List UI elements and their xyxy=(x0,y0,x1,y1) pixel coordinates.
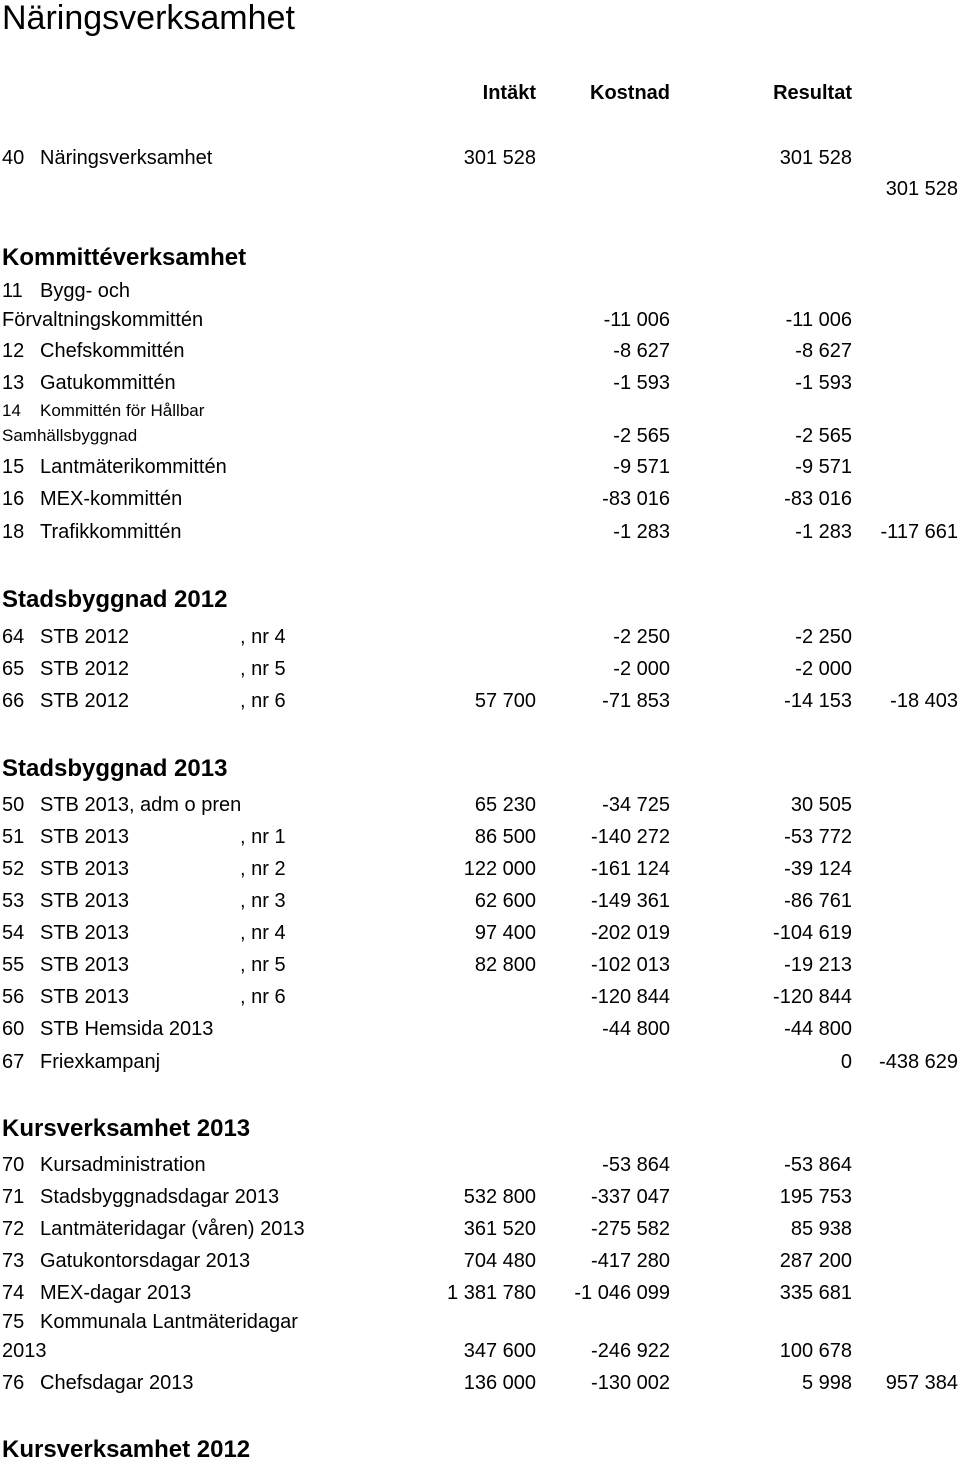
section-title-kurs2013: Kursverksamhet 2013 xyxy=(2,1115,251,1142)
row-code: 60 xyxy=(2,1018,25,1040)
row-name-continuation: Samhällsbyggnad xyxy=(2,426,138,445)
row-income: 136 000 xyxy=(463,1372,536,1394)
table-row xyxy=(0,653,960,685)
row-name: Kommittén för Hållbar xyxy=(40,401,205,420)
table-row xyxy=(0,685,960,717)
row-name: MEX-kommittén xyxy=(40,488,183,510)
section-total: 957 384 xyxy=(885,1372,958,1394)
row-code: 12 xyxy=(2,340,25,362)
row-result: 195 753 xyxy=(779,1186,852,1208)
table-row-continuation xyxy=(0,304,960,336)
page-title: Näringsverksamhet xyxy=(2,0,295,37)
column-header-income: Intäkt xyxy=(482,82,536,104)
table-row xyxy=(0,1306,960,1338)
row-result: -104 619 xyxy=(773,922,852,944)
row-result: -9 571 xyxy=(795,456,852,478)
table-row xyxy=(0,483,960,515)
row-result: -8 627 xyxy=(795,340,852,362)
row-result: -2 000 xyxy=(795,658,852,680)
section-title-kommitte: Kommittéverksamhet xyxy=(2,244,247,271)
row-name: STB 2012 xyxy=(40,690,129,712)
table-row xyxy=(0,853,960,885)
row-result: -53 772 xyxy=(784,826,852,848)
row-suffix: , nr 5 xyxy=(240,658,286,680)
row-cost: -83 016 xyxy=(602,488,670,510)
row-result: -86 761 xyxy=(784,890,852,912)
row-name: STB 2013 xyxy=(40,954,129,976)
row-result: 5 998 xyxy=(801,1372,852,1394)
table-row xyxy=(0,1181,960,1213)
row-cost: -417 280 xyxy=(591,1250,670,1272)
row-code: 74 xyxy=(2,1282,25,1304)
row-result: 0 xyxy=(840,1051,852,1073)
row-income: 704 480 xyxy=(463,1250,536,1272)
row-code: 50 xyxy=(2,794,25,816)
row-cost: -53 864 xyxy=(602,1154,670,1176)
row-code: 67 xyxy=(2,1051,25,1073)
row-code: 16 xyxy=(2,488,25,510)
row-cost: -2 000 xyxy=(613,658,670,680)
row-income: 62 600 xyxy=(474,890,536,912)
row-suffix: , nr 4 xyxy=(240,922,286,944)
row-code: 40 xyxy=(2,147,25,169)
row-code: 65 xyxy=(2,658,25,680)
row-code: 14 xyxy=(2,401,21,420)
column-header-cost: Kostnad xyxy=(590,82,670,104)
row-result: -1 593 xyxy=(795,372,852,394)
row-suffix: , nr 3 xyxy=(240,890,286,912)
row-suffix: , nr 4 xyxy=(240,626,286,648)
row-result: -1 283 xyxy=(795,521,852,543)
row-income: 361 520 xyxy=(463,1218,536,1240)
section-total: -438 629 xyxy=(879,1051,958,1073)
row-code: 64 xyxy=(2,626,25,648)
row-code: 54 xyxy=(2,922,25,944)
row-code: 66 xyxy=(2,690,25,712)
row-name-continuation: 2013 xyxy=(2,1340,47,1362)
table-row xyxy=(0,1149,960,1181)
row-code: 11 xyxy=(2,280,23,302)
row-result: -120 844 xyxy=(773,986,852,1008)
table-row xyxy=(0,621,960,653)
row-code: 55 xyxy=(2,954,25,976)
row-result: 301 528 xyxy=(779,147,852,169)
section-total: -117 661 xyxy=(880,521,958,543)
row-name: Kursadministration xyxy=(40,1154,206,1176)
table-row xyxy=(0,789,960,821)
row-name: STB 2013 xyxy=(40,826,129,848)
row-suffix: , nr 2 xyxy=(240,858,286,880)
row-name: Kommunala Lantmäteridagar xyxy=(40,1311,298,1333)
row-code: 72 xyxy=(2,1218,25,1240)
row-cost: -2 250 xyxy=(613,626,670,648)
row-result: -2 565 xyxy=(795,425,852,447)
table-row xyxy=(0,821,960,853)
row-code: 71 xyxy=(2,1186,25,1208)
row-result: -19 213 xyxy=(784,954,852,976)
section-total: -18 403 xyxy=(890,690,958,712)
section-total: 301 528 xyxy=(885,178,958,200)
table-row xyxy=(0,917,960,949)
row-name: STB 2012 xyxy=(40,626,129,648)
row-cost: -9 571 xyxy=(613,456,670,478)
row-code: 76 xyxy=(2,1372,25,1394)
row-income: 347 600 xyxy=(463,1340,536,1362)
row-result: 335 681 xyxy=(779,1282,852,1304)
row-result: 287 200 xyxy=(779,1250,852,1272)
row-code: 73 xyxy=(2,1250,25,1272)
row-name: STB 2013, adm o pren xyxy=(40,794,242,816)
row-cost: -8 627 xyxy=(613,340,670,362)
row-name: Bygg- och xyxy=(40,280,131,302)
row-result: -11 006 xyxy=(785,309,852,331)
row-income: 86 500 xyxy=(474,826,536,848)
row-result: -14 153 xyxy=(784,690,852,712)
row-code: 75 xyxy=(2,1311,25,1333)
section-total-row xyxy=(0,173,960,205)
row-result: -2 250 xyxy=(795,626,852,648)
row-code: 51 xyxy=(2,826,25,848)
table-row xyxy=(0,1277,960,1309)
section-title-stb2012: Stadsbyggnad 2012 xyxy=(2,586,228,613)
table-row xyxy=(0,516,960,548)
row-income: 532 800 xyxy=(463,1186,536,1208)
row-cost: -102 013 xyxy=(591,954,670,976)
row-cost: -120 844 xyxy=(591,986,670,1008)
row-cost: -130 002 xyxy=(591,1372,670,1394)
table-row xyxy=(0,275,960,307)
table-row xyxy=(0,451,960,483)
row-cost: -11 006 xyxy=(603,309,670,331)
row-name: Chefsdagar 2013 xyxy=(40,1372,194,1394)
row-name-continuation: Förvaltningskommittén xyxy=(2,309,204,331)
row-code: 53 xyxy=(2,890,25,912)
table-row xyxy=(0,949,960,981)
row-name: STB 2013 xyxy=(40,922,129,944)
row-cost: -1 046 099 xyxy=(574,1282,670,1304)
row-name: Lantmäterikommittén xyxy=(40,456,227,478)
row-suffix: , nr 1 xyxy=(240,826,286,848)
row-code: 18 xyxy=(2,521,25,543)
row-result: -83 016 xyxy=(784,488,852,510)
row-name: Näringsverksamhet xyxy=(40,147,213,169)
row-name: Trafikkommittén xyxy=(40,521,182,543)
row-cost: -71 853 xyxy=(602,690,670,712)
row-cost: -161 124 xyxy=(591,858,670,880)
table-row xyxy=(0,1013,960,1045)
row-income: 122 000 xyxy=(463,858,536,880)
table-row xyxy=(0,1245,960,1277)
row-name: STB Hemsida 2013 xyxy=(40,1018,214,1040)
row-income: 82 800 xyxy=(474,954,536,976)
row-cost: -34 725 xyxy=(602,794,670,816)
row-name: MEX-dagar 2013 xyxy=(40,1282,192,1304)
row-name: Friexkampanj xyxy=(40,1051,161,1073)
row-suffix: , nr 6 xyxy=(240,690,286,712)
row-cost: -1 283 xyxy=(613,521,670,543)
row-cost: -337 047 xyxy=(591,1186,670,1208)
column-header-result: Resultat xyxy=(773,82,852,104)
row-name: Chefskommittén xyxy=(40,340,185,362)
row-suffix: , nr 6 xyxy=(240,986,286,1008)
row-income: 1 381 780 xyxy=(447,1282,536,1304)
row-code: 52 xyxy=(2,858,25,880)
row-cost: -149 361 xyxy=(591,890,670,912)
table-row-continuation xyxy=(0,420,960,452)
section-title-stb2013: Stadsbyggnad 2013 xyxy=(2,755,228,782)
row-name: Lantmäteridagar (våren) 2013 xyxy=(40,1218,305,1240)
row-income: 301 528 xyxy=(463,147,536,169)
row-name: STB 2013 xyxy=(40,858,129,880)
row-result: -53 864 xyxy=(784,1154,852,1176)
row-income: 57 700 xyxy=(474,690,536,712)
row-cost: -140 272 xyxy=(591,826,670,848)
row-cost: -246 922 xyxy=(591,1340,670,1362)
row-income: 97 400 xyxy=(474,922,536,944)
row-code: 13 xyxy=(2,372,25,394)
row-code: 15 xyxy=(2,456,25,478)
table-row xyxy=(0,335,960,367)
row-name: STB 2013 xyxy=(40,890,129,912)
table-row-continuation xyxy=(0,1335,960,1367)
row-code: 70 xyxy=(2,1154,25,1176)
table-row xyxy=(0,885,960,917)
row-name: Gatukommittén xyxy=(40,372,176,394)
row-result: 30 505 xyxy=(790,794,852,816)
table-row xyxy=(0,142,960,174)
table-row xyxy=(0,1367,960,1399)
row-name: Stadsbyggnadsdagar 2013 xyxy=(40,1186,280,1208)
row-name: STB 2012 xyxy=(40,658,129,680)
table-row xyxy=(0,981,960,1013)
table-row xyxy=(0,1213,960,1245)
row-cost: -275 582 xyxy=(591,1218,670,1240)
row-result: -39 124 xyxy=(784,858,852,880)
row-name: Gatukontorsdagar 2013 xyxy=(40,1250,251,1272)
row-result: 85 938 xyxy=(790,1218,852,1240)
row-cost: -1 593 xyxy=(613,372,670,394)
row-income: 65 230 xyxy=(474,794,536,816)
row-result: -44 800 xyxy=(784,1018,852,1040)
row-result: 100 678 xyxy=(779,1340,852,1362)
row-cost: -2 565 xyxy=(613,425,670,447)
row-cost: -202 019 xyxy=(591,922,670,944)
row-suffix: , nr 5 xyxy=(240,954,286,976)
row-cost: -44 800 xyxy=(602,1018,670,1040)
row-code: 56 xyxy=(2,986,25,1008)
section-title-kurs2012: Kursverksamhet 2012 xyxy=(2,1436,251,1463)
table-row xyxy=(0,1046,960,1078)
row-name: STB 2013 xyxy=(40,986,129,1008)
